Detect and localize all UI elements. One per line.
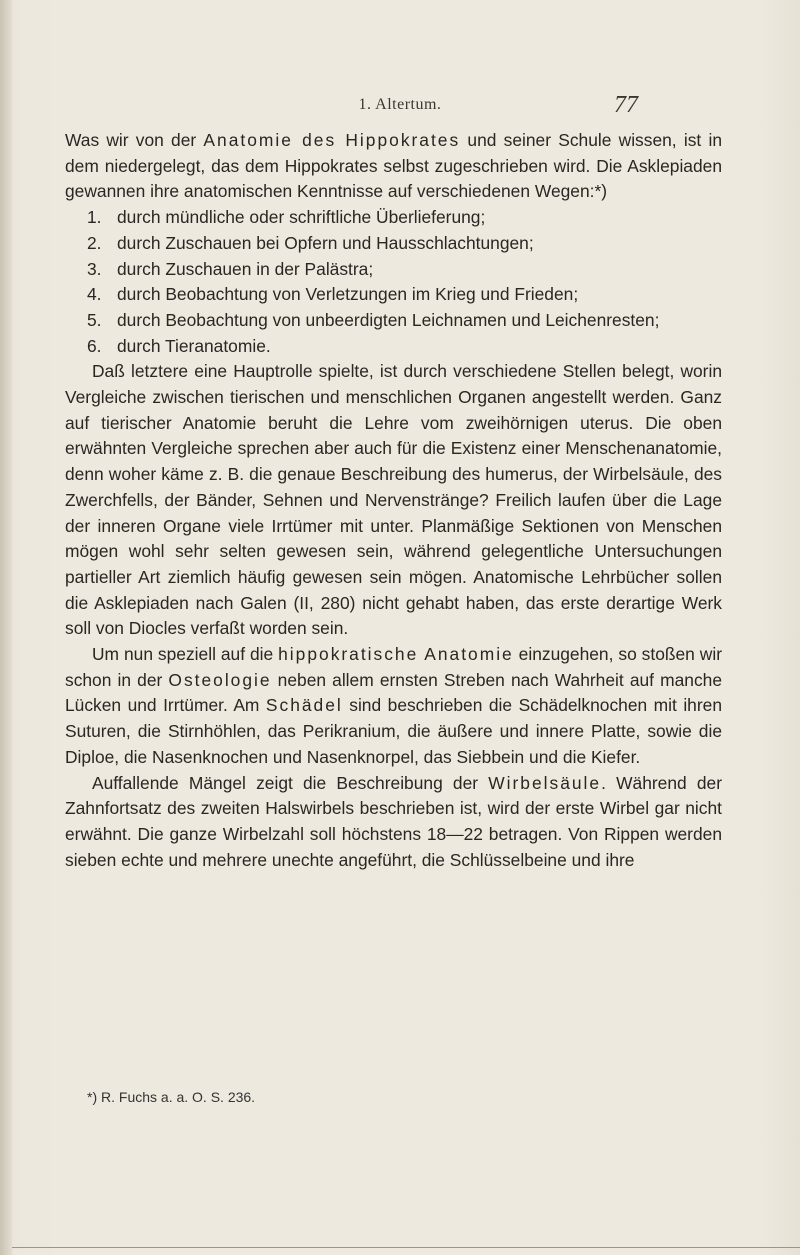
page-number: 77 [614,92,638,118]
paragraph-3 [65,642,722,771]
p3-spaced-schaedel: Schädel [265,695,343,716]
p4-text-b: . Während der Zahnfortsatz des zweiten Halswirbels beschrieben ist, wird der erste Wirbel gar nicht erwähnt. Die ganze Wirbelzahl soll höchstens 18—22 betragen. Von Rippen werden sieben echte und mehrere unechte angeführt, die Schlüsselbeine und ihre [65,772,722,870]
list-number: 5. [87,309,102,330]
p3-text-c: neben allem ernsten Streben nach Wahrheit auf manche Lücken und Irrtümer. Am [65,669,722,716]
paragraph-4 [65,771,722,874]
running-head: 1. Altertum. [358,96,442,113]
list-item [65,282,722,308]
list-number: 6. [87,335,102,356]
p1-spaced-anatomie-hippokrates: Anatomie des Hippokrates [203,130,461,150]
list-item [65,231,722,257]
list-text: durch Beobachtung von unbeerdigten Leichnamen und Leichenresten; [117,309,660,330]
page-bottom-edge [12,1247,800,1248]
p3-text-a: Um nun speziell auf die [92,644,279,665]
footnote: *) R. Fuchs a. a. O. S. 236. [87,1089,256,1105]
list-text: durch Beobachtung von Verletzungen im Krieg und Frieden; [117,284,579,305]
list-text: durch Zuschauen in der Palästra; [117,258,374,279]
list-item [65,205,722,231]
page-gutter [0,0,12,1255]
p3-text-b: einzugehen, so stoßen wir schon in der [65,644,722,690]
p3-text-d: sind beschrieben die Schädelknochen mit ihren Suturen, die Stirnhöhlen, das Perikranium, die äußere und innere Platte, sowie die Diploe, die Nasenknochen und Nasenknorpel, das Siebbein und die Kiefer. [65,695,722,767]
p3-spaced-hippokratische-anatomie: hippokratische Anatomie [278,644,514,665]
paragraph-1 [65,128,722,205]
body-text [65,128,722,873]
list-text: durch Zuschauen bei Opfern und Hausschlachtungen; [117,232,534,253]
list-text: durch mündliche oder schriftliche Überlieferung; [117,207,486,228]
list-text: durch Tieranatomie. [117,335,271,356]
list-number: 4. [87,284,102,305]
methods-list [65,205,722,359]
p1-text-a: Was wir von der [65,130,204,150]
p4-spaced-wirbelsaeule: Wirbelsäule [488,772,602,793]
list-item [65,308,722,334]
list-item [65,257,722,283]
page-header [0,92,800,122]
paragraph-2: Daß letztere eine Hauptrolle spielte, ist durch verschiedene Stellen belegt, worin Vergleiche zwischen tierischen und menschlichen Organen angestellt werden. Ganz auf tierischer Anatomie beruht die Lehre vom zweihörnigen uterus. Die oben erwähnten Vergleiche sprechen aber auch für die Existenz einer Menschenanatomie, denn woher käme z. B. die genaue Beschreibung des humerus, der Wirbelsäule, des Zwerchfells, der Bänder, Sehnen und Nervenstränge? Freilich laufen über die Lage der inneren Organe viele Irrtümer mit unter. Planmäßige Sektionen von Menschen mögen wohl sehr selten gewesen sein, während gelegentliche Untersuchungen partieller Art ziemlich häufig gewesen sein mögen. Anatomische Lehrbücher sollen die Asklepiaden nach Galen (II, 280) nicht gehabt haben, das erste derartige Werk soll von Diocles verfaßt worden sein. [65,361,722,639]
list-item [65,334,722,360]
p3-spaced-osteologie: Osteologie [168,669,272,690]
p1-text-b: und seiner Schule wissen, ist in dem niedergelegt, das dem Hippokrates selbst zugeschrieben wird. Die Asklepiaden gewannen ihre anatomischen Kenntnisse auf verschiedenen Wegen:*) [65,130,722,202]
list-number: 3. [87,258,102,279]
list-number: 1. [87,207,102,228]
p4-text-a: Auffallende Mängel zeigt die Beschreibung der [92,772,489,793]
list-number: 2. [87,232,102,253]
